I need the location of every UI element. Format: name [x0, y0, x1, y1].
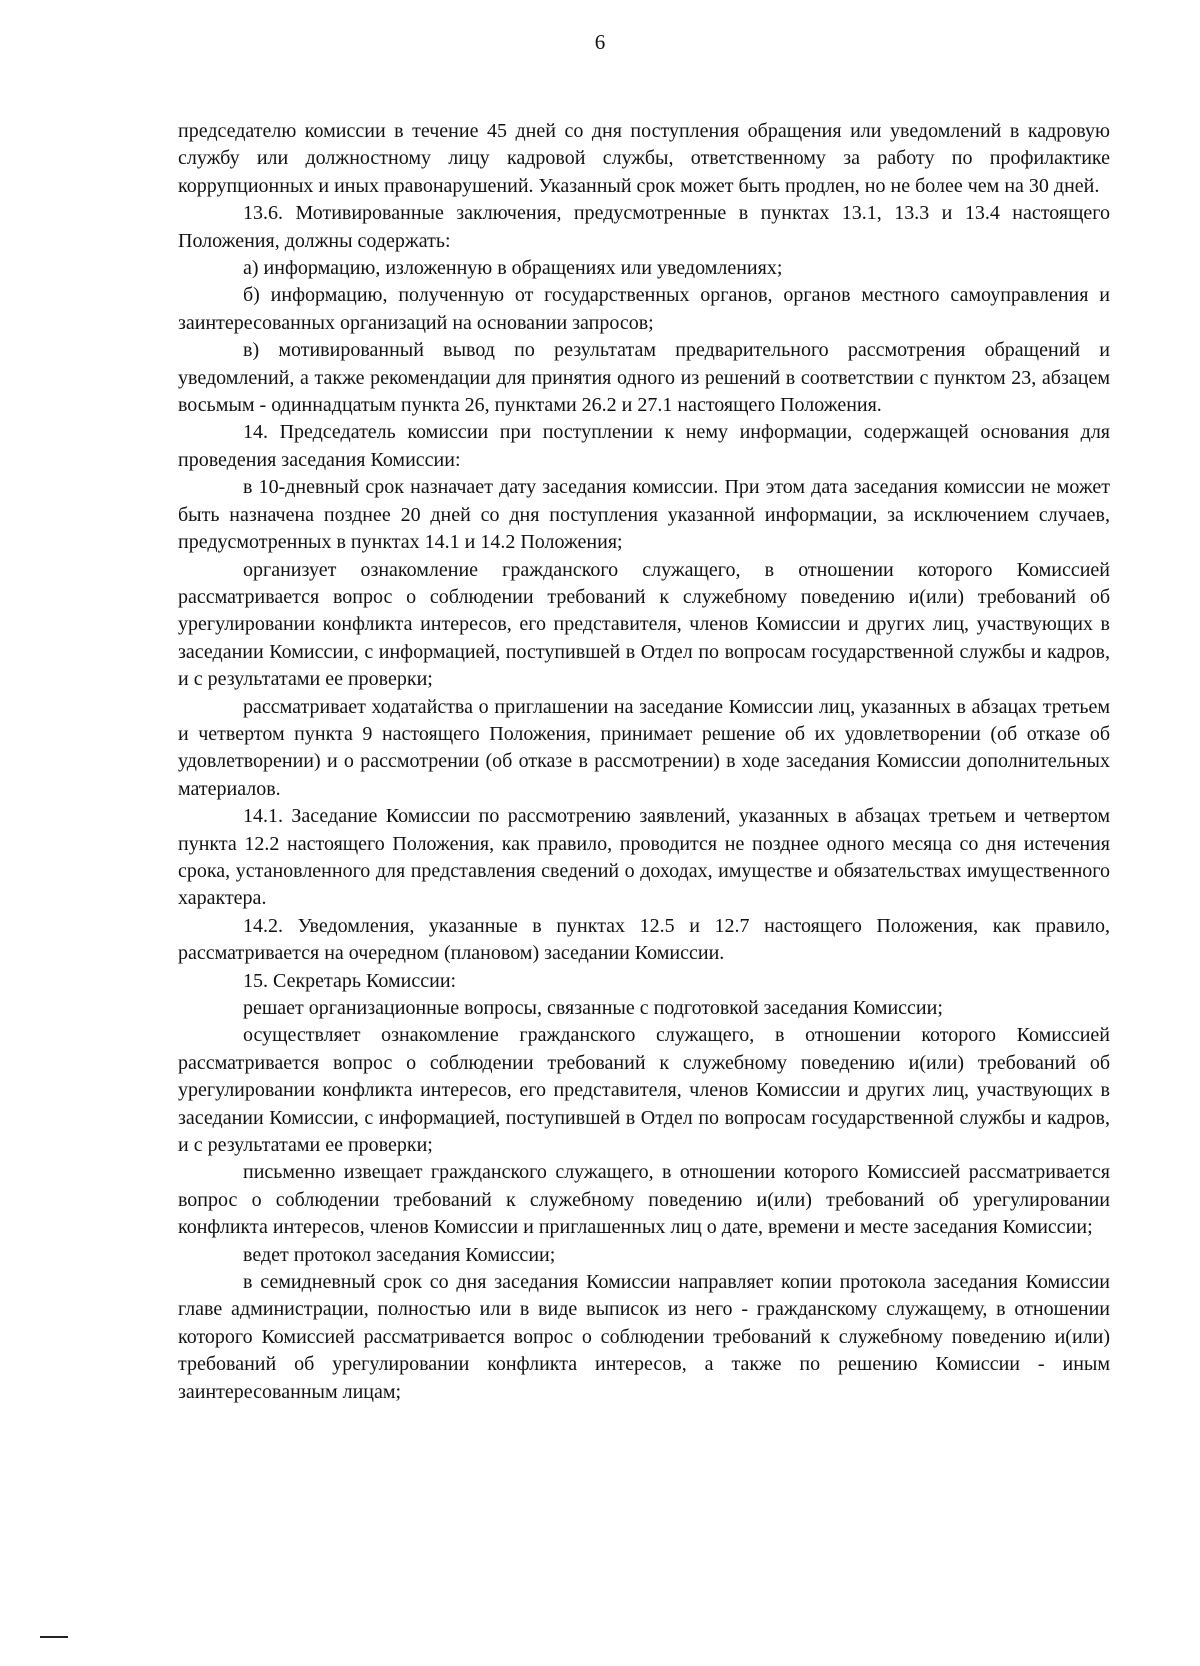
- paragraph-14-2: 14.2. Уведомления, указанные в пунктах 12.5 и 12.7 настоящего Положения, как правило, рассматривается на очередном (плановом) заседании Комиссии.: [178, 914, 1110, 965]
- paragraph-13-6-b: б) информацию, полученную от государственных органов, органов местного самоуправления и заинтересованных организаций на основании запросов;: [178, 284, 1110, 334]
- paragraph-14-1: 14.1. Заседание Комиссии по рассмотрению заявлений, указанных в абзацах третьем и четвертом пункта 12.2 настоящего Положения, как правило, проводится не позднее одного месяца со дня истечения срока, установленного для представления сведений о доходах, имуществе и обязательствах имущественного характера.: [178, 805, 1110, 910]
- document-body: [178, 118, 1110, 1406]
- paragraph-15-item-4: ведет протокол заседания Комиссии;: [243, 1243, 556, 1266]
- paragraph-continuation: председателю комиссии в течение 45 дней со дня поступления обращения или уведомлений в кадровую службу или должностному лицу кадровой службы, ответственному за работу по профилактике коррупционных и иных правонарушений. Указанный срок может быть продлен, но не более чем на 30 дней.: [178, 120, 1110, 197]
- paragraph-13-6-v: в) мотивированный вывод по результатам предварительного рассмотрения обращений и уведомлений, а также рекомендации для принятия одного из решений в соответствии с пунктом 23, абзацем восьмым - одиннадцатым пункта 26, пунктами 26.2 и 27.1 настоящего Положения.: [178, 339, 1110, 417]
- paragraph-14-item-1: в 10-дневный срок назначает дату заседания комиссии. При этом дата заседания комиссии не может быть назначена позднее 20 дней со дня поступления указанной информации, за исключением случаев, предусмотренных в пунктах 14.1 и 14.2 Положения;: [178, 476, 1110, 554]
- paragraph-13-6-a: а) информацию, изложенную в обращениях или уведомлениях;: [243, 257, 783, 280]
- paragraph-15-item-2: осуществляет ознакомление гражданского служащего, в отношении которого Комиссией рассматривается вопрос о соблюдении требований к служебному поведению и(или) требований об урегулировании конфликта интересов, его представителя, членов Комиссии и других лиц, участвующих в заседании Комиссии, с информацией, поступившей в Отдел по вопросам государственной службы и кадров, и с результатами ее проверки;: [178, 1024, 1110, 1157]
- margin-mark: [40, 1636, 68, 1638]
- paragraph-15: 15. Секретарь Комиссии:: [243, 969, 457, 992]
- paragraph-14-item-2: организует ознакомление гражданского служащего, в отношении которого Комиссией рассматривается вопрос о соблюдении требований к служебному поведению и(или) требований об урегулировании конфликта интересов, его представителя, членов Комиссии и других лиц, участвующих в заседании Комиссии, с информацией, поступившей в Отдел по вопросам государственной службы и кадров, и с результатами ее проверки;: [178, 558, 1110, 691]
- paragraph-13-6: 13.6. Мотивированные заключения, предусмотренные в пунктах 13.1, 13.3 и 13.4 настоящего Положения, должны содержать:: [178, 202, 1110, 252]
- page-number: 6: [594, 30, 606, 54]
- paragraph-14-item-3: рассматривает ходатайства о приглашении на заседание Комиссии лиц, указанных в абзацах третьем и четвертом пункта 9 настоящего Положения, принимает решение об их удовлетворении (об отказе об удовлетворении) и о рассмотрении (об отказе в рассмотрении) в ходе заседания Комиссии дополнительных материалов.: [178, 695, 1110, 800]
- paragraph-15-item-3: письменно извещает гражданского служащего, в отношении которого Комиссией рассматривается вопрос о соблюдении требований к служебному поведению и(или) требований об урегулировании конфликта интересов, членов Комиссии и приглашенных лиц о дате, времени и месте заседания Комиссии;: [178, 1161, 1110, 1239]
- paragraph-14: 14. Председатель комиссии при поступлении к нему информации, содержащей основания для проведения заседания Комиссии:: [178, 421, 1110, 471]
- paragraph-15-item-1: решает организационные вопросы, связанные с подготовкой заседания Комиссии;: [243, 997, 943, 1019]
- paragraph-15-item-5: в семидневный срок со дня заседания Комиссии направляет копии протокола заседания Комиссии главе администрации, полностью или в виде выписок из него - гражданскому служащему, в отношении которого Комиссией рассматривается вопрос о соблюдении требований к служебному поведению и(или) требований об урегулировании конфликта интересов, а также по решению Комиссии - иным заинтересованным лицам;: [178, 1271, 1110, 1403]
